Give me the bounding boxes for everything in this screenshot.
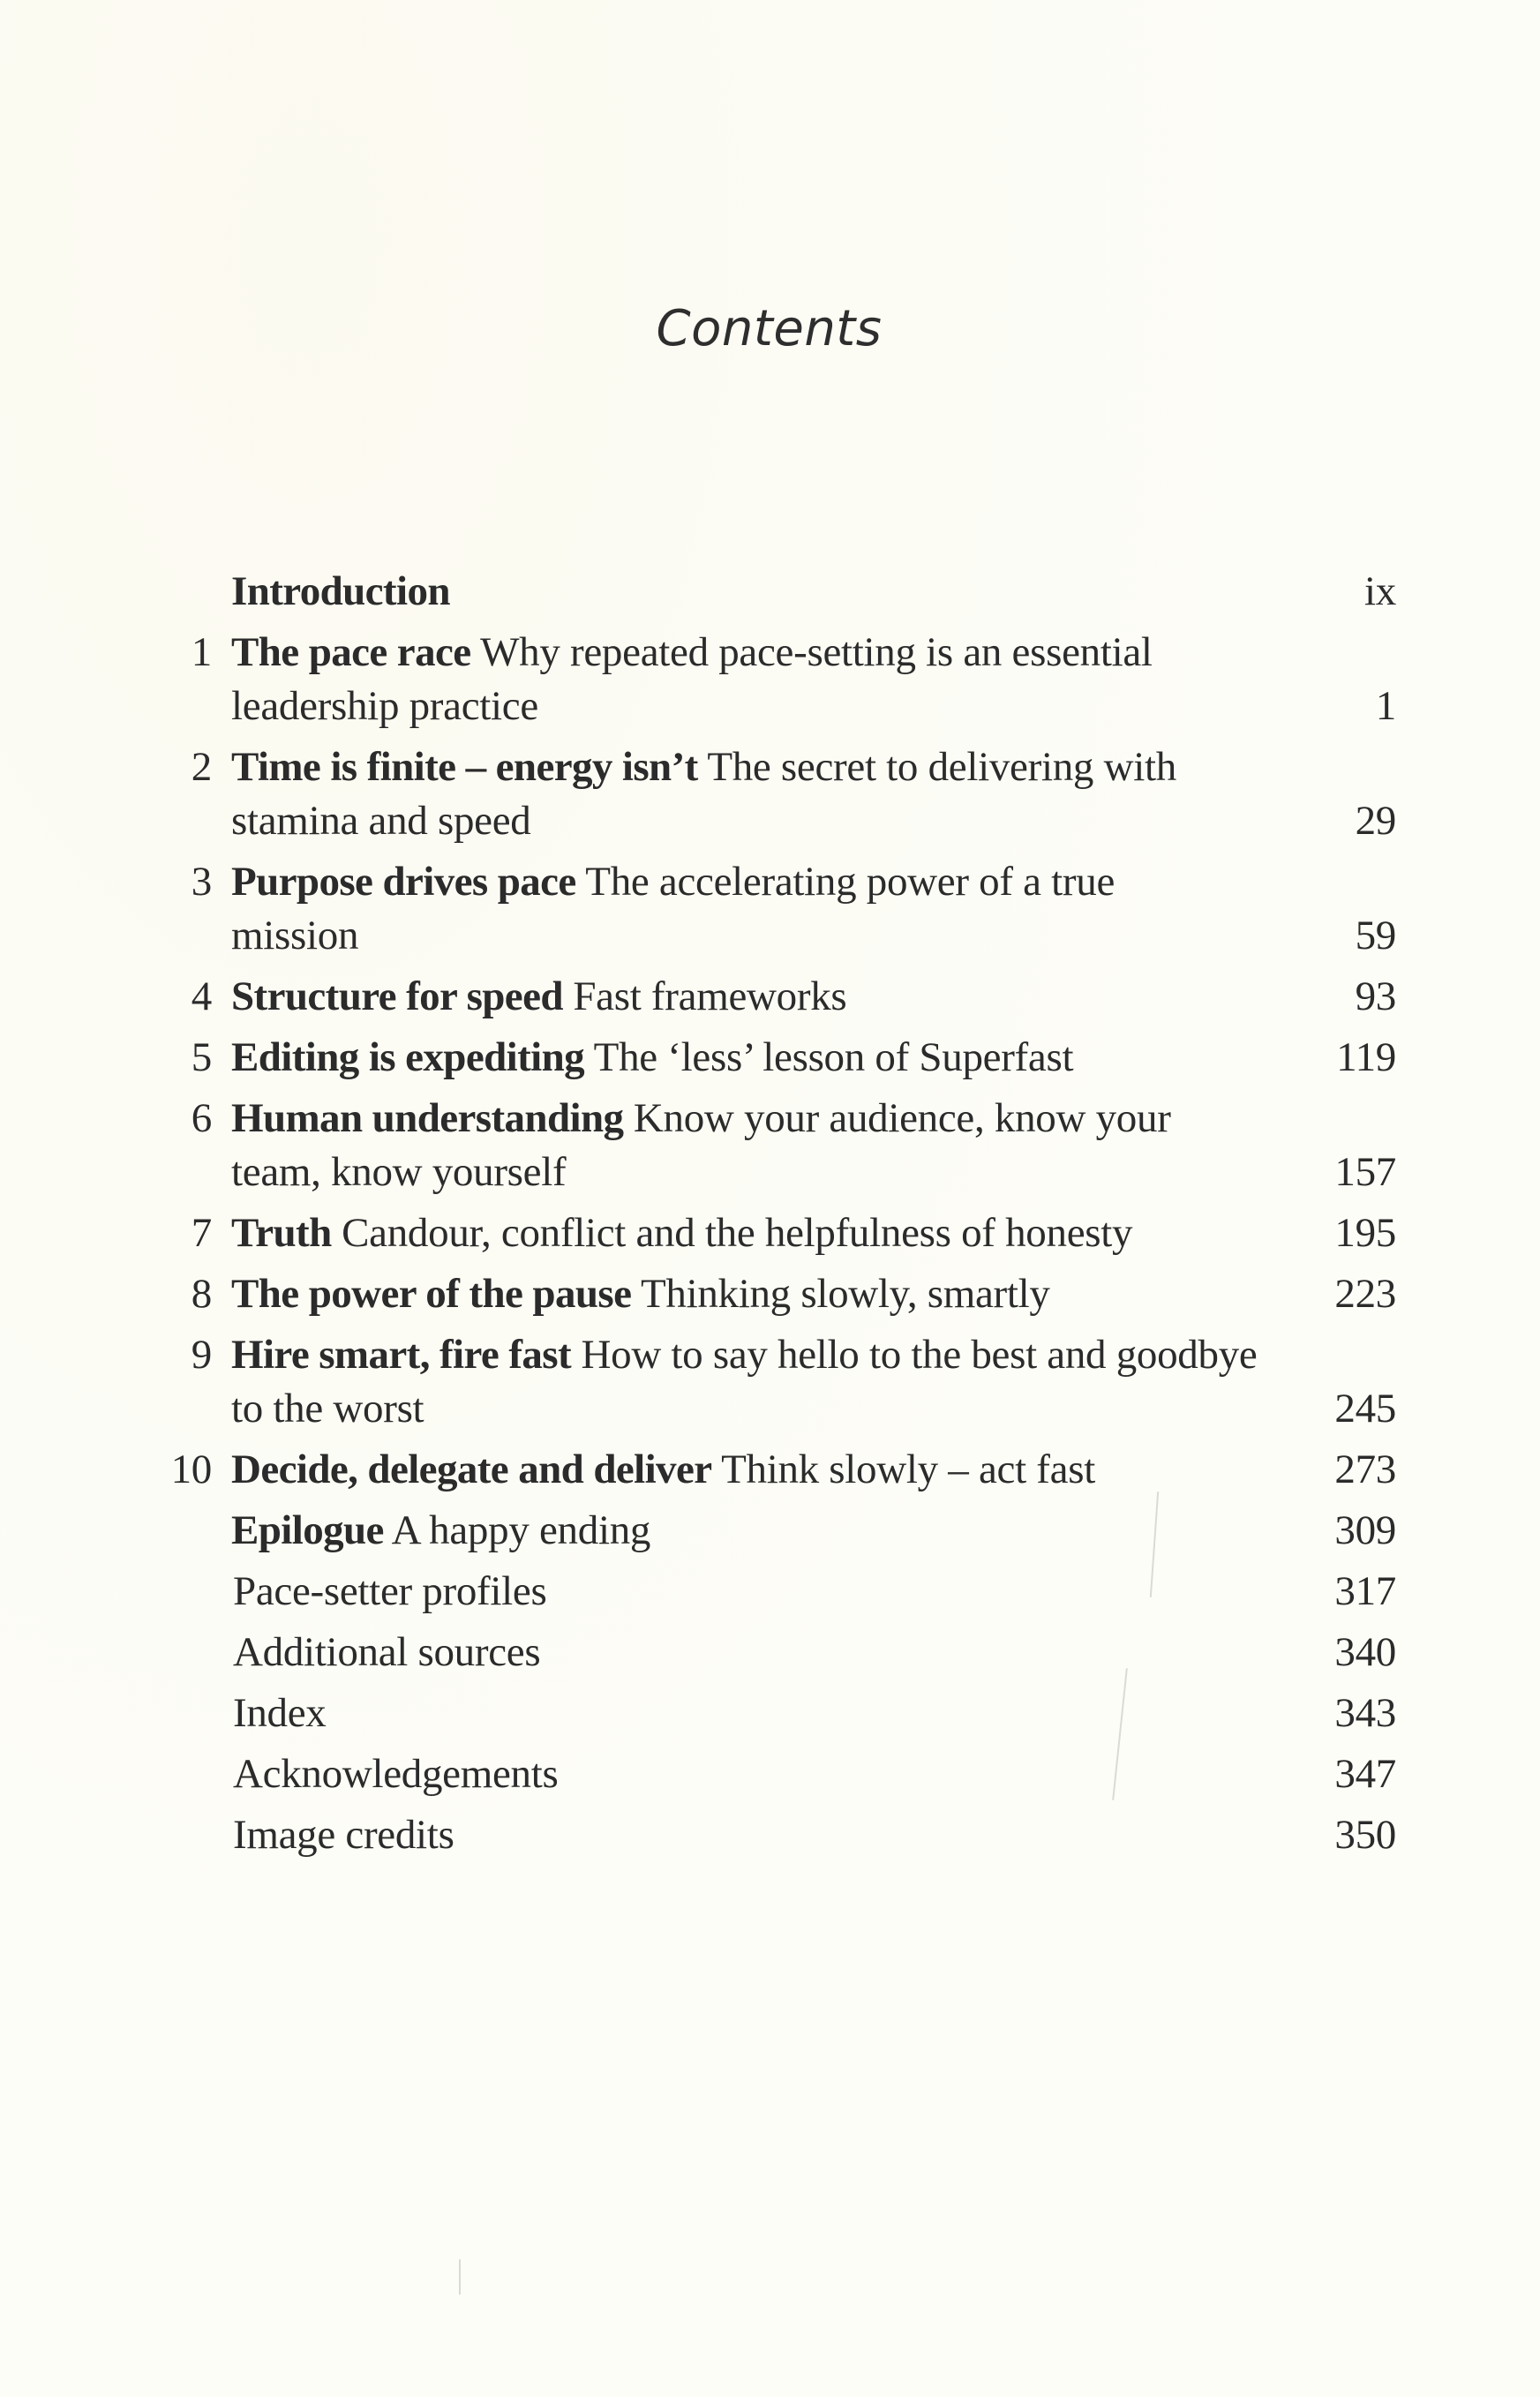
- page-number: 1: [1375, 683, 1396, 729]
- table-of-contents: [0, 565, 1540, 1869]
- toc-entry-pace-setter-profiles[interactable]: [0, 1565, 1540, 1619]
- toc-entry-additional-sources[interactable]: [0, 1626, 1540, 1679]
- chapter-number: 7: [191, 1210, 212, 1256]
- page-number: 223: [1334, 1271, 1396, 1317]
- chapter-number: 1: [191, 629, 212, 675]
- page-number: 59: [1355, 913, 1396, 958]
- entry-text: [231, 1328, 1273, 1436]
- chapter-number: 4: [191, 973, 212, 1019]
- toc-entry-introduction[interactable]: [0, 565, 1540, 619]
- entry-heading: Structure for speed: [231, 973, 563, 1019]
- page-number: 309: [1334, 1507, 1396, 1553]
- entry-text: [231, 1267, 1343, 1321]
- chapter-number: 6: [191, 1095, 212, 1141]
- entry-text: Index: [233, 1690, 327, 1736]
- toc-entry-chapter-5[interactable]: [0, 1031, 1540, 1085]
- toc-entry-chapter-2[interactable]: [0, 740, 1540, 848]
- entry-text: [231, 1031, 1290, 1085]
- entry-text: [231, 1206, 1343, 1260]
- entry-text: Acknowledgements: [233, 1751, 559, 1797]
- chapter-number: 10: [170, 1446, 212, 1492]
- page-title: Contents: [656, 300, 883, 357]
- chapter-number: 2: [191, 744, 212, 790]
- toc-entry-epilogue[interactable]: [0, 1504, 1540, 1558]
- toc-entry-chapter-1[interactable]: [0, 626, 1540, 733]
- page-number: 343: [1334, 1690, 1396, 1736]
- entry-heading: Time is finite – energy isn’t: [231, 744, 698, 790]
- entry-subtitle: The accelerating power of a true mission: [231, 859, 1116, 958]
- page-number: 317: [1334, 1568, 1396, 1614]
- entry-heading: Decide, delegate and deliver: [231, 1446, 712, 1492]
- entry-subtitle: The ‘less’ lesson of Superfast: [593, 1034, 1074, 1080]
- toc-entry-chapter-3[interactable]: [0, 855, 1540, 963]
- page-number: 340: [1334, 1629, 1396, 1675]
- toc-entry-chapter-4[interactable]: [0, 970, 1540, 1024]
- page-number: 273: [1334, 1446, 1396, 1492]
- entry-text: [231, 855, 1193, 963]
- page-number: 350: [1334, 1812, 1396, 1858]
- toc-entry-chapter-10[interactable]: [0, 1443, 1540, 1497]
- chapter-number: 3: [191, 859, 212, 905]
- entry-subtitle: Fast frameworks: [573, 973, 847, 1019]
- entry-subtitle: Why repeated pace-setting is an essential leadership practice: [231, 629, 1153, 729]
- entry-heading: Introduction: [231, 568, 450, 614]
- entry-heading: Purpose drives pace: [231, 859, 576, 905]
- page-number: ix: [1364, 568, 1396, 614]
- toc-entry-acknowledgements[interactable]: [0, 1747, 1540, 1801]
- entry-text: Pace-setter profiles: [233, 1568, 547, 1614]
- entry-subtitle: A happy ending: [391, 1507, 651, 1553]
- page-number: 347: [1334, 1751, 1396, 1797]
- entry-text: [231, 1504, 1290, 1558]
- entry-subtitle: Thinking slowly, smartly: [640, 1271, 1050, 1317]
- page-number: 29: [1355, 798, 1396, 844]
- entry-text: [231, 626, 1308, 733]
- entry-text: [231, 565, 1290, 619]
- entry-subtitle: Know your audience, know your team, know yourself: [231, 1095, 1171, 1195]
- toc-entry-image-credits[interactable]: [0, 1808, 1540, 1862]
- chapter-number: 9: [191, 1332, 212, 1378]
- toc-entry-chapter-8[interactable]: [0, 1267, 1540, 1321]
- entry-heading: Truth: [231, 1210, 332, 1256]
- entry-subtitle: Think slowly – act fast: [721, 1446, 1095, 1492]
- chapter-number: 8: [191, 1271, 212, 1317]
- entry-text: [231, 740, 1246, 848]
- page-number: 195: [1334, 1210, 1396, 1256]
- page-number: 119: [1336, 1034, 1396, 1080]
- entry-text: Additional sources: [233, 1629, 541, 1675]
- entry-subtitle: The secret to delivering with stamina and speed: [231, 744, 1176, 844]
- entry-subtitle: Candour, conflict and the helpfulness of honesty: [342, 1210, 1133, 1256]
- page-number: 157: [1334, 1149, 1396, 1195]
- toc-entry-index[interactable]: [0, 1687, 1540, 1740]
- toc-entry-chapter-7[interactable]: [0, 1206, 1540, 1260]
- entry-heading: Epilogue: [231, 1507, 384, 1553]
- entry-text: [231, 1443, 1361, 1497]
- scan-artifact: [459, 2259, 461, 2295]
- entry-subtitle: How to say hello to the best and goodbye to the worst: [231, 1332, 1258, 1431]
- entry-heading: Editing is expediting: [231, 1034, 585, 1080]
- entry-heading: Hire smart, fire fast: [231, 1332, 572, 1378]
- entry-heading: Human understanding: [231, 1095, 624, 1141]
- entry-heading: The power of the pause: [231, 1271, 632, 1317]
- entry-text: Image credits: [233, 1812, 454, 1858]
- entry-text: [231, 970, 1290, 1024]
- toc-entry-chapter-6[interactable]: [0, 1092, 1540, 1199]
- chapter-number: 5: [191, 1034, 212, 1080]
- page-number: 245: [1334, 1386, 1396, 1431]
- entry-heading: The pace race: [231, 629, 471, 675]
- toc-entry-chapter-9[interactable]: [0, 1328, 1540, 1436]
- page-number: 93: [1355, 973, 1396, 1019]
- entry-text: [231, 1092, 1246, 1199]
